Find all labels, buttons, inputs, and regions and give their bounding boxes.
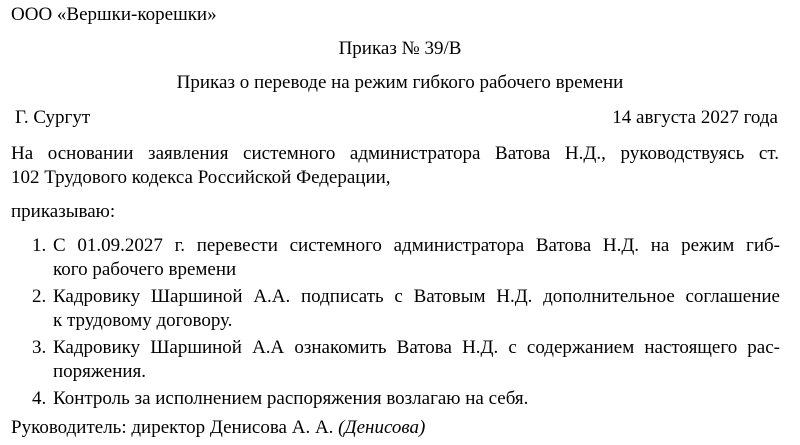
list-item: [0, 234, 780, 282]
list-item-line-1: Кадровику Шаршиной А.А. подписать с Ватовым Н.Д. дополнительное соглашение: [53, 286, 780, 307]
list-item-number: 2.: [32, 286, 47, 307]
organization-name: ООО «Вершки-корешки»: [11, 4, 217, 25]
document-date: 14 августа 2027 года: [612, 107, 778, 128]
list-item-line-1: Кадровику Шаршиной А.А ознакомить Ватова Н.Д. с содержанием настоящего рас-: [53, 337, 780, 358]
preamble-line-2: 102 Трудового кодекса Российской Федерации,: [11, 167, 391, 188]
list-item-number: 4.: [32, 388, 47, 409]
list-item-number: 1.: [32, 235, 47, 256]
order-items-list: [0, 234, 800, 414]
list-item: [0, 387, 780, 411]
list-item-line-1: С 01.09.2027 г. перевести системного администратора Ватова Н.Д. на режим гиб-: [53, 235, 780, 256]
signature-name: (Денисова): [338, 417, 426, 438]
list-item-line-2: кого рабочего времени: [53, 259, 237, 280]
list-item-line-2: к трудовому договору.: [53, 310, 233, 331]
list-item-number: 3.: [32, 337, 47, 358]
document-subtitle: Приказ о переводе на режим гибкого рабочего времени: [176, 72, 624, 93]
order-word: приказываю:: [11, 201, 116, 222]
list-item-line-1: Контроль за исполнением распоряжения возлагаю на себя.: [53, 388, 529, 409]
preamble-paragraph: [11, 142, 779, 190]
city: Г. Сургут: [15, 107, 91, 128]
document-title: Приказ № 39/В: [338, 38, 462, 59]
signature-label: Руководитель: директор Денисова А. А.: [11, 417, 334, 438]
list-item: [0, 336, 780, 384]
signature-block: [11, 417, 425, 439]
list-item: [0, 285, 780, 333]
preamble-line-1: На основании заявления системного администратора Ватова Н.Д., руководствуясь ст.: [11, 143, 779, 164]
list-item-line-2: поряжения.: [53, 361, 147, 382]
